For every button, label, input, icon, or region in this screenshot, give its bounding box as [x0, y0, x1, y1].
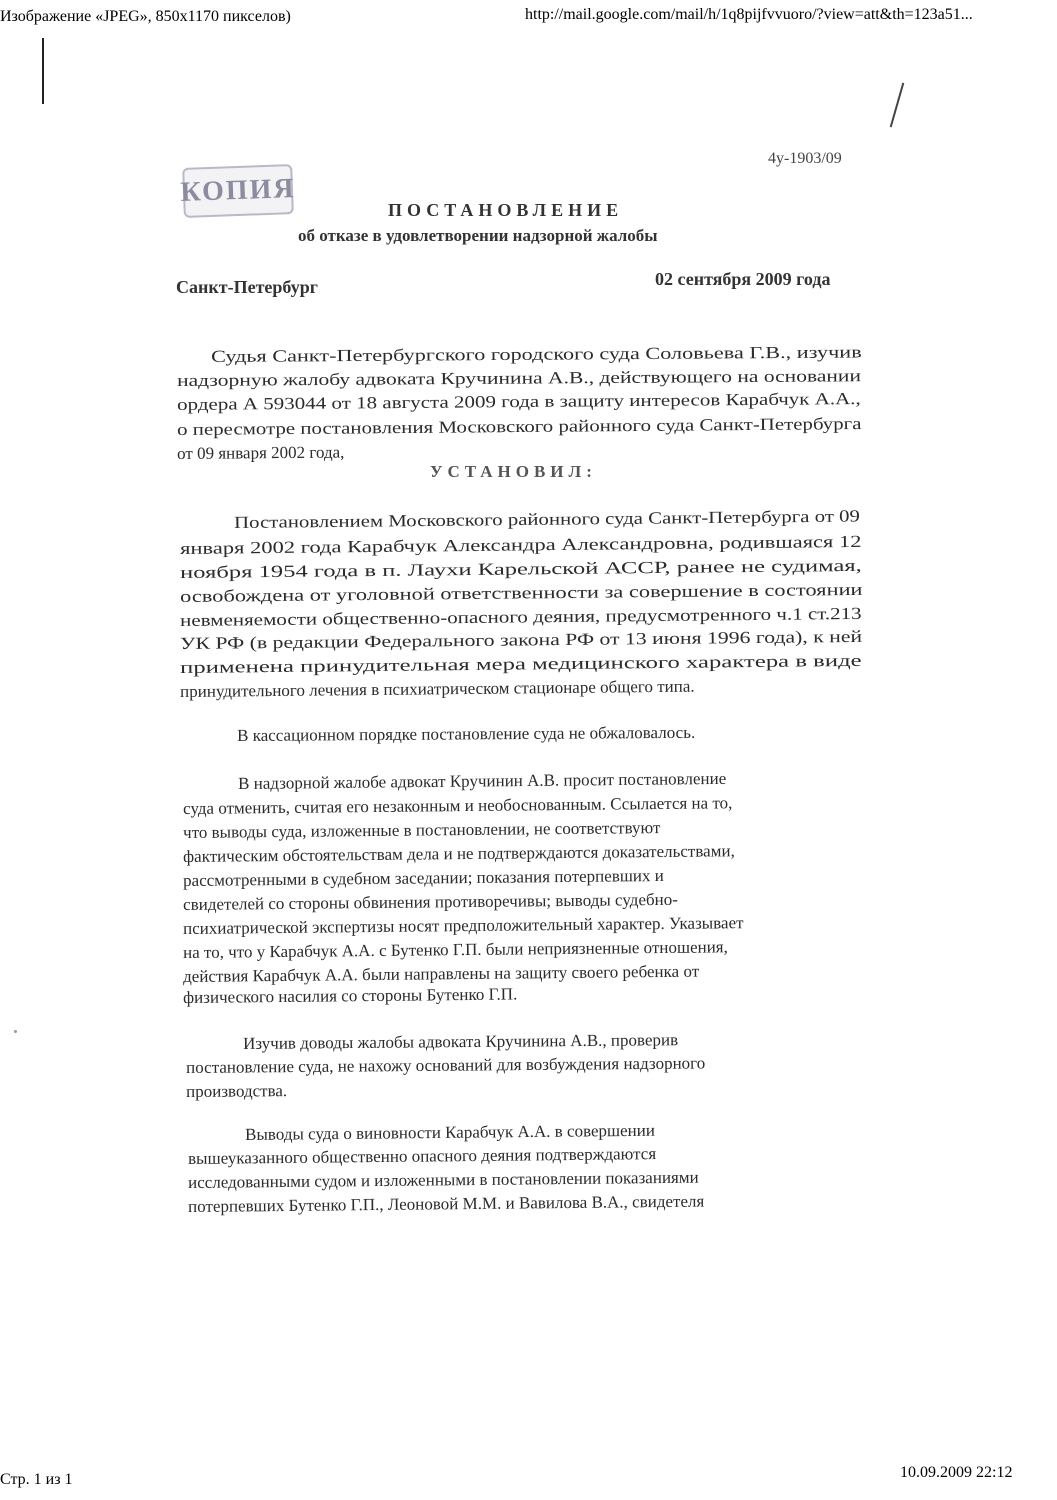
intro-line: надзорную жалобу адвоката Кручинина А.В., действующего на основании	[177, 366, 862, 390]
intro-line: от 09 января 2002 года,	[177, 442, 345, 463]
page-counter: Стр. 1 из 1	[0, 1471, 73, 1488]
paragraph-line: Постановлением Московского районного суда Санкт-Петербурга от 09	[234, 506, 860, 532]
paragraph-line: января 2002 года Карабчук Александра Александровна, родившаяся 12	[180, 531, 862, 558]
paragraph-line: потерпевших Бутенко Г.П., Леоновой М.М. и Вавилова В.А., свидетеля	[188, 1191, 705, 1216]
paragraph-line: исследованными судом и изложенными в постановлении показаниями	[188, 1167, 699, 1192]
document-title: ПОСТАНОВЛЕНИЕ	[388, 200, 624, 220]
document-city: Санкт-Петербург	[176, 277, 318, 297]
paragraph-line: свидетелей со стороны обвинения противоречивы; выводы судебно-	[183, 889, 678, 914]
paragraph-line: В надзорной жалобе адвокат Кручинин А.В. просит постановление	[238, 768, 727, 793]
paragraph-line: невменяемости общественно-опасного деяния, предусмотренного ч.1 ст.213	[180, 603, 862, 630]
document-date: 02 сентября 2009 года	[655, 269, 831, 289]
paragraph-line: Изучив доводы жалобы адвоката Кручинина А.В., проверив	[243, 1030, 679, 1053]
paragraph-line: УК РФ (в редакции Федерального закона РФ от 13 июня 1996 года), к ней	[180, 626, 863, 653]
paragraph-line: психиатрической экспертизы носят предположительный характер. Указывает	[183, 913, 744, 938]
paragraph-line: что выводы суда, изложенные в постановлении, не соответствуют	[183, 818, 661, 842]
copy-stamp: КОПИЯ	[182, 164, 294, 218]
paragraph-line: принудительного лечения в психиатрическом стационаре общего типа.	[180, 676, 695, 701]
paragraph-line: фактическим обстоятельствам дела и не подтверждаются доказательствами,	[183, 841, 735, 866]
paragraph-line: ноября 1954 года в п. Лаухи Карельской АССР, ранее не судимая,	[180, 555, 862, 582]
paragraph-line: Выводы суда о виновности Карабчук А.А. в совершении	[245, 1120, 656, 1144]
paragraph-line: постановление суда, не нахожу оснований для возбуждения надзорного	[186, 1053, 706, 1077]
paragraph-line: рассмотренными в судебном заседании; показания потерпевших и	[183, 865, 664, 890]
paragraph-line: В кассационном порядке постановление суда не обжаловалось.	[237, 722, 696, 745]
paragraph-line: освобождена от уголовной ответственности за совершение в состоянии	[180, 579, 863, 606]
paragraph-line: действия Карабчук А.А. были направлены на защиту своего ребенка от	[183, 961, 700, 986]
intro-line: Судья Санкт-Петербургского городского суда Соловьева Г.В., изучив	[211, 342, 862, 366]
intro-line: ордера А 593044 от 18 августа 2009 года в защиту интересов Карабчук А.А.,	[177, 389, 861, 414]
browser-title: Изображение «JPEG», 850x1170 пикселов)	[0, 8, 291, 25]
intro-line: о пересмотре постановления Московского районного суда Санкт-Петербурга	[177, 414, 862, 439]
section-heading: УСТАНОВИЛ:	[430, 462, 597, 481]
paragraph-line: производства.	[186, 1081, 288, 1101]
paragraph-line: физического насилия со стороны Бутенко Г.П.	[183, 984, 518, 1007]
paragraph-line: на то, что у Карабчук А.А. с Бутенко Г.П. были неприязненные отношения,	[183, 937, 728, 962]
document-subtitle: об отказе в удовлетворении надзорной жалобы	[298, 226, 658, 245]
print-timestamp: 10.09.2009 22:12	[900, 1464, 1013, 1481]
paragraph-line: применена принудительная мера медицинского характера в виде	[180, 650, 862, 677]
paragraph-line: вышеуказанного общественно опасного деяния подтверждаются	[188, 1144, 657, 1168]
paragraph-line: суда отменить, считая его незаконным и необоснованным. Ссылается на то,	[183, 793, 733, 818]
case-number: 4у-1903/09	[768, 150, 842, 167]
browser-url: http://mail.google.com/mail/h/1q8pijfvvuoro/?view=att&th=123a51...	[525, 6, 973, 23]
